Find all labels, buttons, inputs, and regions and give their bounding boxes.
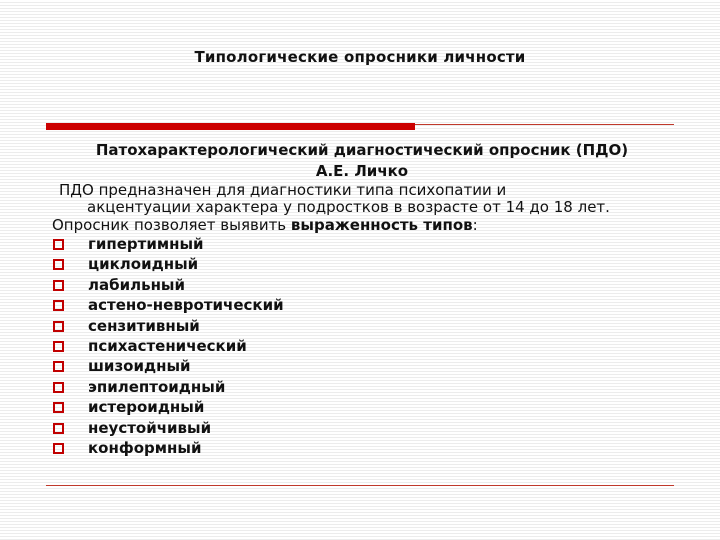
list-item <box>52 254 672 274</box>
type-label: психастенический <box>88 336 247 355</box>
list-item <box>52 356 672 376</box>
list-item <box>52 438 672 458</box>
hollow-square-icon <box>53 280 64 291</box>
hollow-square-icon <box>53 259 64 270</box>
type-label: гипертимный <box>88 235 204 253</box>
hollow-square-icon <box>53 382 64 393</box>
type-label: астено-невротический <box>88 296 284 315</box>
lead-bold: выраженность типов <box>290 216 473 234</box>
heading-line-1: Патохарактерологический диагностический опросник (ПДО) <box>95 141 629 159</box>
top-accent-bar <box>46 123 415 130</box>
lead-prefix: Опросник позволяет выявить <box>52 216 291 234</box>
slide-content <box>52 140 672 458</box>
questionnaire-heading <box>52 140 672 182</box>
type-label: эпилептоидный <box>88 377 226 396</box>
type-label: конформный <box>88 438 202 457</box>
type-label: сензитивный <box>88 316 200 335</box>
type-label: циклоидный <box>88 255 199 274</box>
list-item <box>52 316 672 336</box>
types-list <box>52 234 672 458</box>
slide-title: Типологические опросники личности <box>194 48 526 66</box>
type-label: шизоидный <box>88 357 191 376</box>
purpose-line-2: акцентуации характера у подростков в возрасте от 14 до 18 лет. <box>87 198 610 216</box>
purpose-line-1: ПДО предназначен для диагностики типа психопатии и <box>59 181 507 199</box>
hollow-square-icon <box>53 341 64 352</box>
types-lead <box>52 216 672 234</box>
type-label: лабильный <box>88 275 186 294</box>
list-item <box>52 397 672 417</box>
hollow-square-icon <box>53 239 64 250</box>
list-item <box>52 336 672 356</box>
hollow-square-icon <box>53 300 64 311</box>
lead-suffix: : <box>472 216 478 234</box>
hollow-square-icon <box>53 361 64 372</box>
bottom-divider <box>46 485 674 486</box>
list-item <box>52 295 672 315</box>
type-label: истероидный <box>88 398 205 417</box>
hollow-square-icon <box>53 423 64 434</box>
list-item <box>52 275 672 295</box>
hollow-square-icon <box>53 443 64 454</box>
type-label: неустойчивый <box>88 418 212 437</box>
hollow-square-icon <box>53 402 64 413</box>
list-item <box>52 377 672 397</box>
list-item <box>52 234 672 254</box>
purpose-paragraph <box>52 182 672 216</box>
heading-line-2: А.Е. Личко <box>315 162 409 180</box>
hollow-square-icon <box>53 321 64 332</box>
list-item <box>52 418 672 438</box>
